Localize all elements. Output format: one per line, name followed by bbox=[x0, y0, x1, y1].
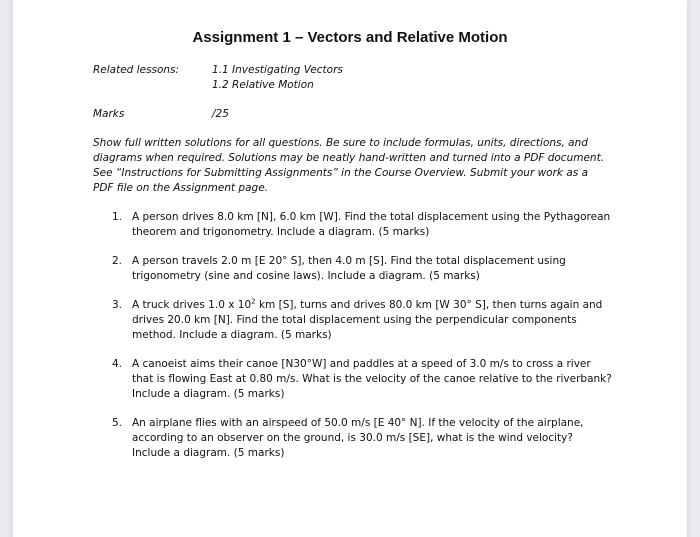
question-text: An airplane flies with an airspeed of 50.0 m/s [E 40° N]. If the velocity of the airplane, according to an observer on the ground, is 30.0 m/s [SE], what is the wind velocity? Include a diagram. (5 marks) bbox=[132, 417, 584, 459]
question-number: 2. bbox=[112, 255, 123, 267]
question-item bbox=[112, 357, 612, 402]
question-item bbox=[112, 298, 612, 343]
instructions-paragraph: Show full written solutions for all questions. Be sure to include formulas, units, directions, and diagrams when required. Solutions may be neatly hand-written and turned into a PDF document. See “Instructions for Submitting Assignments” in the Course Overview. Submit your work as a PDF file on the Assignment page. bbox=[93, 137, 605, 194]
question-item bbox=[112, 210, 612, 240]
question-text bbox=[132, 299, 602, 341]
question-number: 4. bbox=[112, 358, 123, 370]
related-lesson-item: 1.2 Relative Motion bbox=[212, 79, 314, 91]
question-item bbox=[112, 416, 612, 461]
question-number: 1. bbox=[112, 211, 123, 223]
question-text: A person travels 2.0 m [E 20° S], then 4.0 m [S]. Find the total displacement using trigonometry (sine and cosine laws). Include a diagram. (5 marks) bbox=[132, 255, 566, 282]
marks-total: /25 bbox=[212, 108, 229, 120]
question-text: A canoeist aims their canoe [N30°W] and paddles at a speed of 3.0 m/s to cross a river that is flowing East at 0.80 m/s. What is the velocity of the canoe relative to the riverbank? Include a diagram. (5 marks) bbox=[132, 358, 612, 400]
related-lesson-item: 1.1 Investigating Vectors bbox=[212, 64, 343, 76]
marks-value bbox=[212, 107, 229, 122]
question-number: 3. bbox=[112, 299, 123, 311]
related-lessons-label: Related lessons: bbox=[93, 64, 180, 76]
question-text-start: A truck drives 1.0 x 10 bbox=[132, 299, 252, 311]
question-text: A person drives 8.0 km [N], 6.0 km [W]. Find the total displacement using the Pythagorean theorem and trigonometry. Include a diagram. (5 marks) bbox=[132, 211, 611, 238]
question-text-end: km [S], turns and drives 80.0 km [W 30° S], then turns again and drives 20.0 km [N]. Find the total displacement using the perpendicular components method. Include a diagram. (5 marks) bbox=[132, 299, 603, 341]
question-number: 5. bbox=[112, 417, 123, 429]
page-title: Assignment 1 – Vectors and Relative Motion bbox=[192, 29, 508, 46]
marks-label: Marks bbox=[93, 108, 125, 120]
exponent: 2 bbox=[251, 297, 256, 306]
question-item bbox=[112, 254, 612, 284]
related-lessons-list bbox=[212, 63, 343, 93]
question-list bbox=[112, 210, 612, 475]
